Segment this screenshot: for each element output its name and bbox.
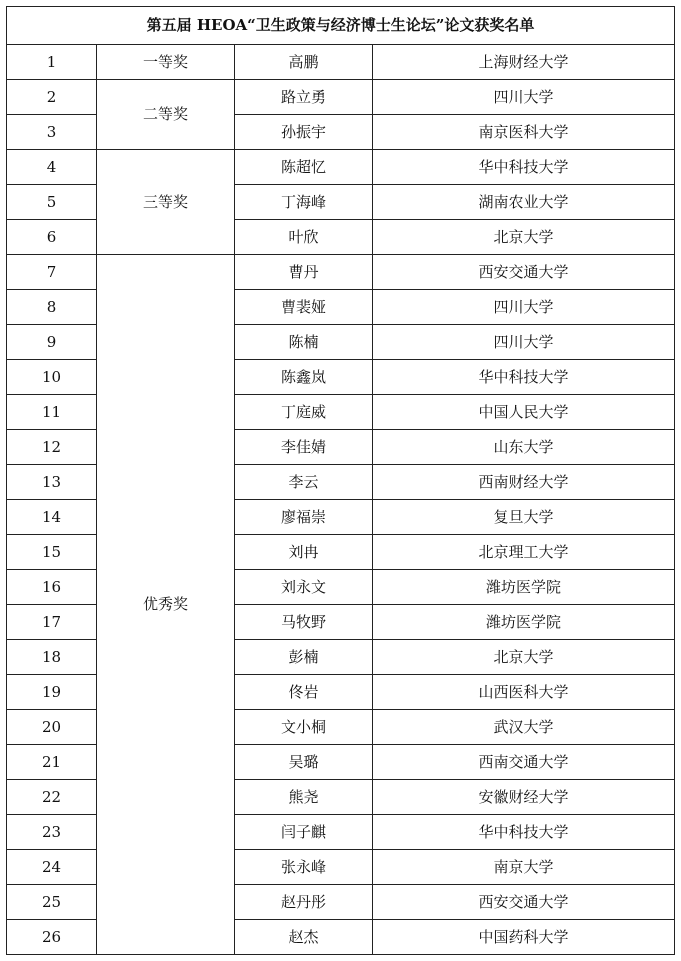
- row-number: 11: [7, 395, 97, 430]
- row-number: 13: [7, 465, 97, 500]
- row-number: 22: [7, 780, 97, 815]
- winner-university: 中国人民大学: [373, 395, 675, 430]
- row-number: 8: [7, 290, 97, 325]
- row-number: 24: [7, 850, 97, 885]
- winner-university: 西安交通大学: [373, 885, 675, 920]
- row-number: 17: [7, 605, 97, 640]
- award-level: 一等奖: [97, 45, 235, 80]
- row-number: 16: [7, 570, 97, 605]
- winner-name: 丁庭威: [235, 395, 373, 430]
- row-number: 18: [7, 640, 97, 675]
- row-number: 12: [7, 430, 97, 465]
- winner-name: 陈楠: [235, 325, 373, 360]
- winner-name: 刘永文: [235, 570, 373, 605]
- table-row: [7, 45, 675, 80]
- winner-name: 刘冉: [235, 535, 373, 570]
- table-title: 第五届 HEOA“卫生政策与经济博士生论坛”论文获奖名单: [7, 7, 675, 45]
- winner-university: 北京大学: [373, 640, 675, 675]
- winner-university: 西安交通大学: [373, 255, 675, 290]
- winner-university: 华中科技大学: [373, 150, 675, 185]
- winner-university: 潍坊医学院: [373, 605, 675, 640]
- winner-university: 北京大学: [373, 220, 675, 255]
- row-number: 3: [7, 115, 97, 150]
- winner-name: 曹裴娅: [235, 290, 373, 325]
- winner-name: 曹丹: [235, 255, 373, 290]
- row-number: 9: [7, 325, 97, 360]
- award-level: 三等奖: [97, 150, 235, 255]
- winner-name: 廖福崇: [235, 500, 373, 535]
- award-level: 优秀奖: [97, 255, 235, 955]
- row-number: 5: [7, 185, 97, 220]
- winner-university: 上海财经大学: [373, 45, 675, 80]
- winner-name: 路立勇: [235, 80, 373, 115]
- winner-name: 孙振宇: [235, 115, 373, 150]
- winner-name: 李佳婧: [235, 430, 373, 465]
- row-number: 23: [7, 815, 97, 850]
- row-number: 21: [7, 745, 97, 780]
- title-row: [7, 7, 675, 45]
- winner-university: 复旦大学: [373, 500, 675, 535]
- winner-university: 山东大学: [373, 430, 675, 465]
- winner-university: 四川大学: [373, 325, 675, 360]
- winner-name: 彭楠: [235, 640, 373, 675]
- award-level: 二等奖: [97, 80, 235, 150]
- row-number: 4: [7, 150, 97, 185]
- table-row: [7, 255, 675, 290]
- winner-university: 西南交通大学: [373, 745, 675, 780]
- winner-name: 陈超忆: [235, 150, 373, 185]
- winner-university: 华中科技大学: [373, 815, 675, 850]
- winner-university: 潍坊医学院: [373, 570, 675, 605]
- row-number: 19: [7, 675, 97, 710]
- winner-name: 高鹏: [235, 45, 373, 80]
- table-row: [7, 80, 675, 115]
- winner-name: 文小桐: [235, 710, 373, 745]
- row-number: 14: [7, 500, 97, 535]
- winner-name: 李云: [235, 465, 373, 500]
- winner-name: 赵杰: [235, 920, 373, 955]
- winner-name: 叶欣: [235, 220, 373, 255]
- winner-university: 中国药科大学: [373, 920, 675, 955]
- award-table-body: [7, 7, 675, 955]
- winner-university: 华中科技大学: [373, 360, 675, 395]
- row-number: 7: [7, 255, 97, 290]
- winner-name: 佟岩: [235, 675, 373, 710]
- winner-name: 熊尧: [235, 780, 373, 815]
- winner-university: 北京理工大学: [373, 535, 675, 570]
- winner-name: 吴璐: [235, 745, 373, 780]
- winner-university: 武汉大学: [373, 710, 675, 745]
- winner-university: 安徽财经大学: [373, 780, 675, 815]
- table-row: [7, 150, 675, 185]
- winner-university: 四川大学: [373, 80, 675, 115]
- winner-name: 赵丹彤: [235, 885, 373, 920]
- winner-name: 张永峰: [235, 850, 373, 885]
- award-list-table: [6, 6, 675, 955]
- winner-name: 丁海峰: [235, 185, 373, 220]
- winner-university: 四川大学: [373, 290, 675, 325]
- row-number: 10: [7, 360, 97, 395]
- row-number: 20: [7, 710, 97, 745]
- winner-university: 南京医科大学: [373, 115, 675, 150]
- row-number: 6: [7, 220, 97, 255]
- winner-name: 闫子麒: [235, 815, 373, 850]
- winner-university: 湖南农业大学: [373, 185, 675, 220]
- row-number: 26: [7, 920, 97, 955]
- winner-university: 南京大学: [373, 850, 675, 885]
- winner-university: 山西医科大学: [373, 675, 675, 710]
- row-number: 1: [7, 45, 97, 80]
- row-number: 25: [7, 885, 97, 920]
- row-number: 2: [7, 80, 97, 115]
- row-number: 15: [7, 535, 97, 570]
- winner-name: 陈鑫岚: [235, 360, 373, 395]
- winner-university: 西南财经大学: [373, 465, 675, 500]
- winner-name: 马牧野: [235, 605, 373, 640]
